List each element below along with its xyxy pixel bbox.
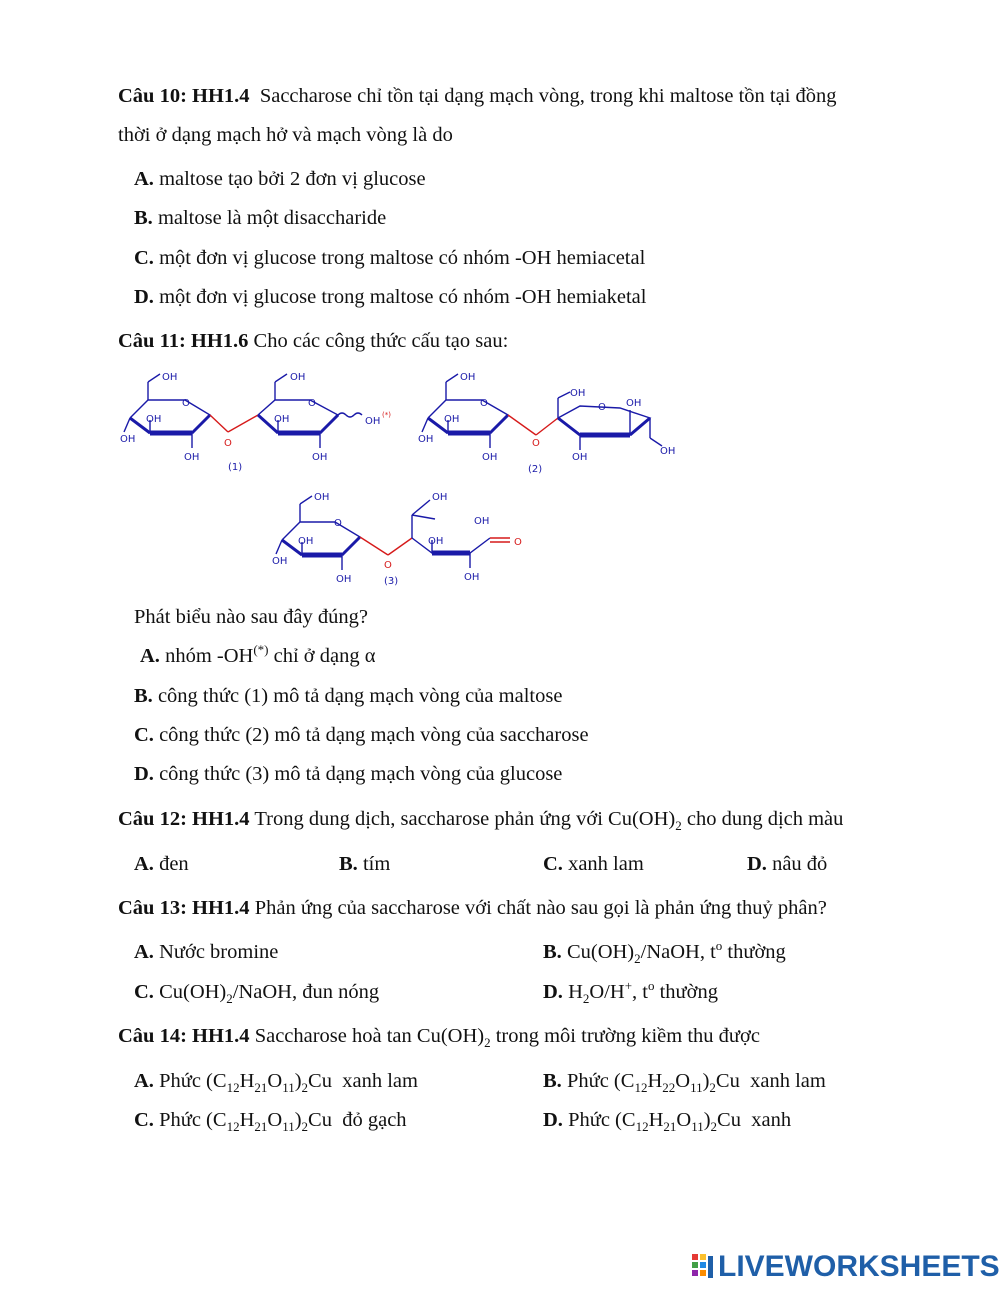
svg-text:OH: OH <box>290 372 306 383</box>
question-text: Saccharose chỉ tồn tại dạng mạch vòng, trong khi maltose tồn tại đồng <box>259 85 837 107</box>
svg-text:OH: OH <box>298 536 314 547</box>
structure-2-labels <box>418 372 675 475</box>
q13-option-d: D. $H_2O/H^+$, $t^o$ thường <box>543 978 719 1007</box>
q11-option-c: C. công thức (2) mô tả dạng mạch vòng của saccharose <box>134 724 589 746</box>
liveworksheets-logo <box>692 1250 1000 1284</box>
svg-text:OH: OH <box>272 556 288 567</box>
q10-option-d: D. một đơn vị glucose trong maltose có nhóm -OH hemiaketal <box>134 286 647 308</box>
structure-3 <box>276 496 510 570</box>
q12-option-b: B. tím <box>339 853 391 875</box>
svg-text:(2): (2) <box>528 464 543 475</box>
question-text: Cho các công thức cấu tạo sau: <box>253 330 509 352</box>
svg-text:OH: OH <box>162 372 178 383</box>
question-number: Câu 13: HH1.4 <box>118 897 250 919</box>
q14-option-c: C. Phức $(C_{12}H_{21}O_{11})_2Cu$ đỏ gạch <box>134 1109 407 1135</box>
svg-text:OH: OH <box>474 516 490 527</box>
q12-option-d: D. nâu đỏ <box>747 853 828 875</box>
svg-text:OH: OH <box>432 492 448 503</box>
structure-3-labels <box>272 492 522 587</box>
structure-2 <box>422 374 662 450</box>
svg-text:OH: OH <box>464 572 480 583</box>
q14-option-d: D. Phức $(C_{12}H_{21}O_{11})_2Cu$ xanh <box>543 1109 792 1135</box>
svg-text:OH: OH <box>482 452 498 463</box>
q10-option-a: A. maltose tạo bởi 2 đơn vị glucose <box>134 168 426 190</box>
q10-option-c: C. một đơn vị glucose trong maltose có nhóm -OH hemiacetal <box>134 247 646 269</box>
q12-option-c: C. xanh lam <box>543 853 644 875</box>
structure-1-labels <box>120 372 391 473</box>
q11-option-a: A. nhóm -OH(*) chỉ ở dạng α <box>140 642 376 667</box>
svg-text:OH: OH <box>312 452 328 463</box>
question-12: Câu 12: HH1.4 Trong dung dịch, saccharose phản ứng với $Cu(OH)_2$ cho dung dịch màu <box>118 808 844 834</box>
question-14: Câu 14: HH1.4 Saccharose hoà $\tan Cu(OH)_2$ trong môi trường kiềm thu được <box>118 1025 760 1051</box>
logo-icon <box>692 1254 714 1280</box>
svg-text:OH: OH <box>314 492 330 503</box>
svg-text:OH: OH <box>336 574 352 585</box>
svg-text:O: O <box>480 398 488 409</box>
svg-text:OH: OH <box>570 388 586 399</box>
question-13: Câu 13: HH1.4 Phản ứng của saccharose với chất nào sau gọi là phản ứng thuỷ phân? <box>118 897 827 919</box>
question-10-line2 <box>118 116 453 154</box>
q13-option-b: B. $Cu(OH)_2$/NaOH, $t^o$ thường <box>543 938 786 967</box>
svg-text:O: O <box>308 398 316 409</box>
question-number: Câu 11: HH1.6 <box>118 330 249 352</box>
svg-text:OH: OH <box>274 414 290 425</box>
svg-text:OH: OH <box>184 452 200 463</box>
svg-text:OH: OH <box>365 416 381 427</box>
q11-option-d: D. công thức (3) mô tả dạng mạch vòng của glucose <box>134 763 563 785</box>
svg-text:OH: OH <box>626 398 642 409</box>
structure-1 <box>124 374 362 448</box>
q11-option-b: B. công thức (1) mô tả dạng mạch vòng của maltose <box>134 685 563 707</box>
q10-option-b: B. maltose là một disaccharide <box>134 207 387 229</box>
svg-text:O: O <box>598 402 606 413</box>
q12-option-a: A. đen <box>134 853 189 875</box>
svg-text:OH: OH <box>660 446 676 457</box>
question-10-line1 <box>118 77 837 115</box>
svg-text:O: O <box>224 438 232 449</box>
q11-prompt: Phát biểu nào sau đây đúng? <box>134 606 368 628</box>
svg-text:(3): (3) <box>384 576 399 587</box>
svg-text:O: O <box>334 518 342 529</box>
svg-text:(1): (1) <box>228 462 243 473</box>
structural-formulas-figure <box>110 360 710 595</box>
question-number: Câu 10: HH1.4 <box>118 85 250 107</box>
svg-text:OH: OH <box>428 536 444 547</box>
q13-option-c: C. $Cu(OH)_2$/NaOH, đun nóng <box>134 981 380 1007</box>
question-number: Câu 12: HH1.4 <box>118 808 250 830</box>
q14-option-a: A. Phức $(C_{12}H_{21}O_{11})_2Cu$ xanh lam <box>134 1070 418 1096</box>
q14-option-b: B. Phức $(C_{12}H_{22}O_{11})_2Cu$ xanh lam <box>543 1070 826 1096</box>
q13-option-a: A. Nước bromine <box>134 941 279 963</box>
svg-text:O: O <box>182 398 190 409</box>
question-11 <box>118 322 508 360</box>
question-number: Câu 14: HH1.4 <box>118 1025 250 1047</box>
svg-text:O: O <box>514 537 522 548</box>
svg-text:O: O <box>384 560 392 571</box>
svg-text:OH: OH <box>444 414 460 425</box>
svg-text:(*): (*) <box>382 411 391 419</box>
logo-text: LIVEWORKSHEETS <box>718 1250 1000 1283</box>
question-text: thời ở dạng mạch hở và mạch vòng là do <box>118 124 453 146</box>
svg-text:OH: OH <box>146 414 162 425</box>
svg-text:O: O <box>532 438 540 449</box>
svg-text:OH: OH <box>460 372 476 383</box>
svg-text:OH: OH <box>572 452 588 463</box>
svg-text:OH: OH <box>418 434 434 445</box>
svg-text:OH: OH <box>120 434 136 445</box>
